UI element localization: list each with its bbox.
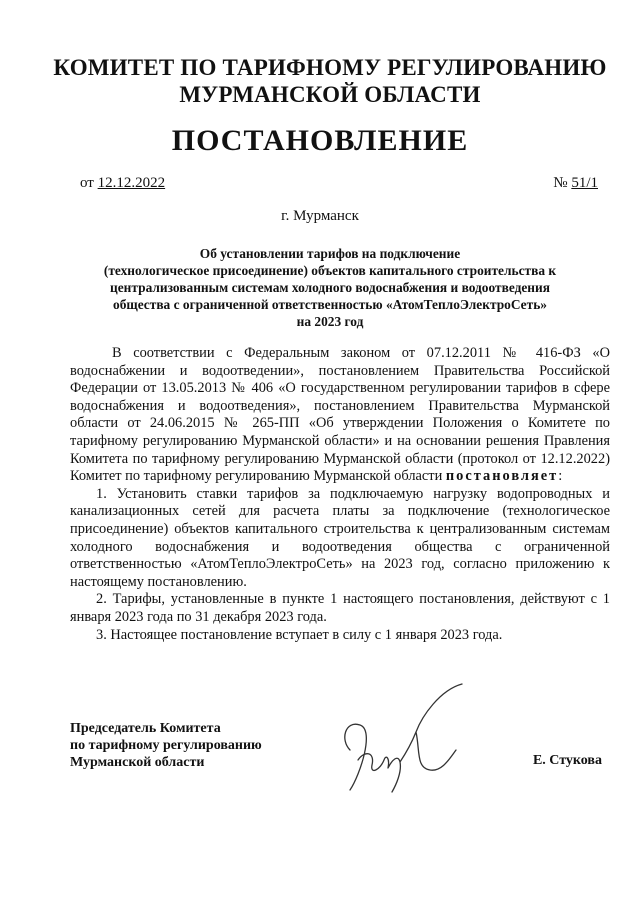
org-name-line1: КОМИТЕТ ПО ТАРИФНОМУ РЕГУЛИРОВАНИЮ xyxy=(53,55,607,80)
document-subject xyxy=(60,245,600,330)
date-prefix: от xyxy=(80,175,94,191)
item-2: 2. Тарифы, установленные в пункте 1 настоящего постановления, действуют с 1 января 2023 года по 31 декабря 2023 года. xyxy=(70,591,610,625)
document-body xyxy=(70,345,610,644)
city: г. Мурманск xyxy=(281,208,359,224)
preamble-text: В соответствии с Федеральным законом от 07.12.2011 № 416-ФЗ «О водоснабжении и водоотведении», постановлением Правительства Российской Федерации от 13.05.2013 № 406 «О государственном регулировании тарифов в сфере водоснабжения и водоотведения», постановлением Правительства Мурманской области от 24.06.2015 № 265-ПП «Об утверждении Положения о Комитете по тарифному регулированию Мурманской области» и на основании решения Правления Комитета по тарифному регулированию Мурманской области (протокол от 12.12.2022) Комитет по тарифному регулированию Мурманской области xyxy=(70,345,610,485)
document-number xyxy=(553,175,598,192)
org-name-line2: МУРМАНСКОЙ ОБЛАСТИ xyxy=(179,82,481,107)
document-date xyxy=(80,175,165,192)
resolves-colon: : xyxy=(558,468,563,485)
preamble-paragraph xyxy=(70,345,610,486)
signer-title-line1: Председатель Комитета xyxy=(70,721,221,736)
subject-line: на 2023 год xyxy=(296,314,364,329)
document-type-title: ПОСТАНОВЛЕНИЕ xyxy=(171,124,469,157)
subject-line: централизованным системам холодного водоснабжения и водоотведения xyxy=(110,280,550,295)
handwritten-signature-icon xyxy=(320,680,480,810)
organization-header xyxy=(40,54,620,108)
subject-line: Об установлении тарифов на подключение xyxy=(199,246,461,261)
date-value: 12.12.2022 xyxy=(97,175,166,191)
subject-line: общества с ограниченной ответственностью «АтомТеплоЭлектроСеть» xyxy=(113,297,547,312)
signer-title xyxy=(70,720,262,771)
signer-name: Е. Стукова xyxy=(532,753,602,768)
number-value: 51/1 xyxy=(571,175,598,191)
signer-title-line2: по тарифному регулированию xyxy=(70,738,262,753)
number-prefix: № xyxy=(553,175,568,191)
subject-line: (технологическое присоединение) объектов капитального строительства к xyxy=(103,263,557,278)
item-1: 1. Установить ставки тарифов за подключаемую нагрузку водопроводных и канализационных сетей для расчета платы за подключение (технологическое присоединение) объектов капитального строительства к централизованным системам холодного водоснабжения и водоотведения общества с ограниченной ответственностью «АтомТеплоЭлектроСеть» на 2023 год, согласно приложению к настоящему постановлению. xyxy=(70,485,610,590)
item-3: 3. Настоящее постановление вступает в силу с 1 января 2023 года. xyxy=(96,626,503,643)
resolves-word: постановляет xyxy=(445,468,559,485)
signer-title-line3: Мурманской области xyxy=(70,755,205,770)
